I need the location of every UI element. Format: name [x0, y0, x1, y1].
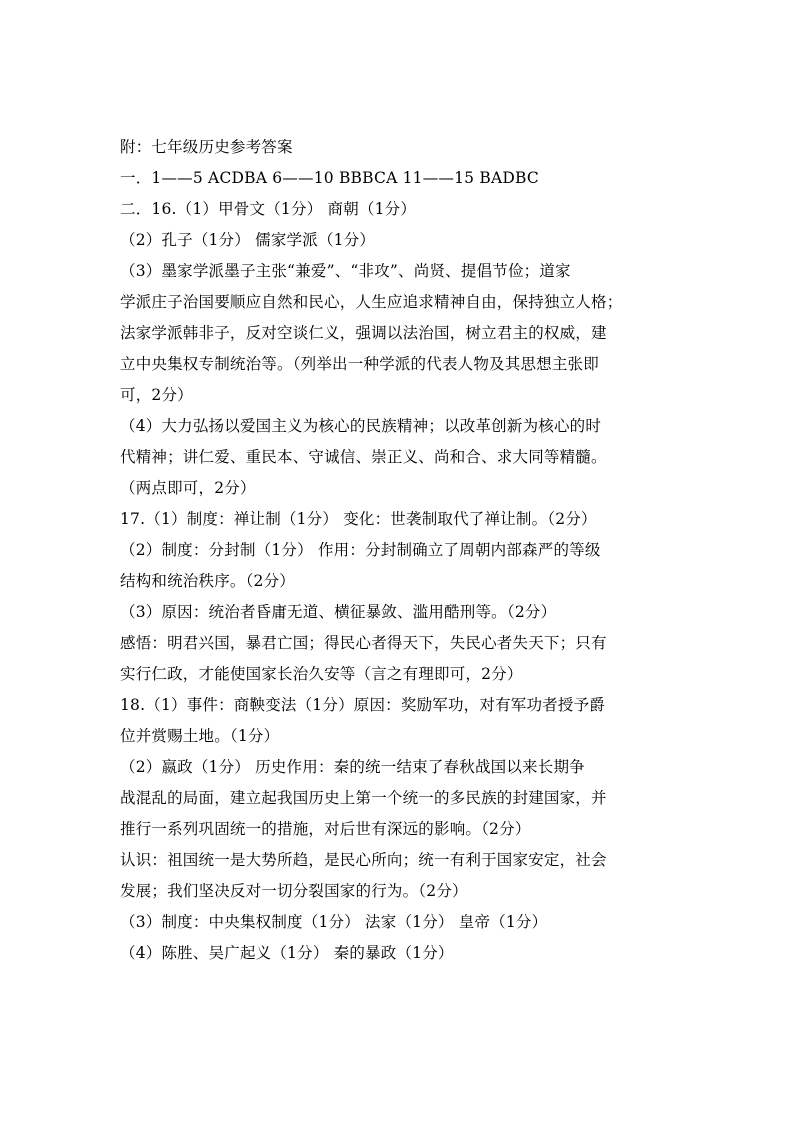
text-line: 推行一系列巩固统一的措施，对后世有深远的影响。（2分） — [120, 820, 531, 838]
text-line: 18.（1）事件：商鞅变法（1分）原因：奖励军功，对有军功者授予爵 — [120, 696, 605, 714]
text-line: （4）陈胜、吴广起义（1分） 秦的暴政（1分） — [120, 944, 454, 962]
text-line: 法家学派韩非子，反对空谈仁义，强调以法治国，树立君主的权威，建 — [120, 324, 607, 342]
text-line: 代精神；讲仁爱、重民本、守诚信、崇正义、尚和合、求大同等精髓。 — [120, 448, 607, 466]
text-line: 实行仁政，才能使国家长治久安等（言之有理即可，2分） — [120, 665, 523, 683]
text-line: （3）墨家学派墨子主张“兼爱”、“非攻”、尚贤、提倡节俭；道家 — [120, 262, 571, 280]
text-line: 感悟：明君兴国，暴君亡国；得民心者得天下，失民心者失天下；只有 — [120, 634, 607, 652]
text-line: （2）孔子（1分） 儒家学派（1分） — [120, 231, 376, 249]
text-line: 结构和统治秩序。（2分） — [120, 572, 296, 590]
answer-text-block — [120, 132, 680, 969]
text-line: （两点即可，2分） — [120, 479, 256, 497]
text-line: 二．16.（1）甲骨文（1分） 商朝（1分） — [120, 200, 417, 218]
text-line: 学派庄子治国要顺应自然和民心，人生应追求精神自由，保持独立人格； — [120, 293, 623, 311]
text-line: 17.（1）制度：禅让制（1分） 变化：世袭制取代了禅让制。（2分） — [120, 510, 597, 528]
text-line: （3）制度：中央集权制度（1分） 法家（1分） 皇帝（1分） — [120, 913, 548, 931]
text-line: （2）嬴政（1分） 历史作用：秦的统一结束了春秋战国以来长期争 — [120, 758, 585, 776]
text-line: 立中央集权专制统治等。（列举出一种学派的代表人物及其思想主张即 — [120, 355, 599, 373]
text-line: （3）原因：统治者昏庸无道、横征暴敛、滥用酷刑等。（2分） — [120, 603, 557, 621]
text-line: 战混乱的局面，建立起我国历史上第一个统一的多民族的封建国家，并 — [120, 789, 607, 807]
text-line: 一．1——5 ACDBA 6——10 BBBCA 11——15 BADBC — [120, 169, 539, 187]
heading-line: 附：七年级历史参考答案 — [120, 138, 293, 156]
text-line: 发展；我们坚决反对一切分裂国家的行为。（2分） — [120, 882, 468, 900]
text-line: 可，2分） — [120, 386, 193, 404]
text-line: 认识：祖国统一是大势所趋，是民心所向；统一有利于国家安定，社会 — [120, 851, 607, 869]
text-line: 位并赏赐土地。（1分） — [120, 727, 280, 745]
text-line: （4）大力弘扬以爱国主义为核心的民族精神；以改革创新为核心的时 — [120, 417, 602, 435]
text-line: （2）制度：分封制（1分） 作用：分封制确立了周朝内部森严的等级 — [120, 541, 601, 559]
